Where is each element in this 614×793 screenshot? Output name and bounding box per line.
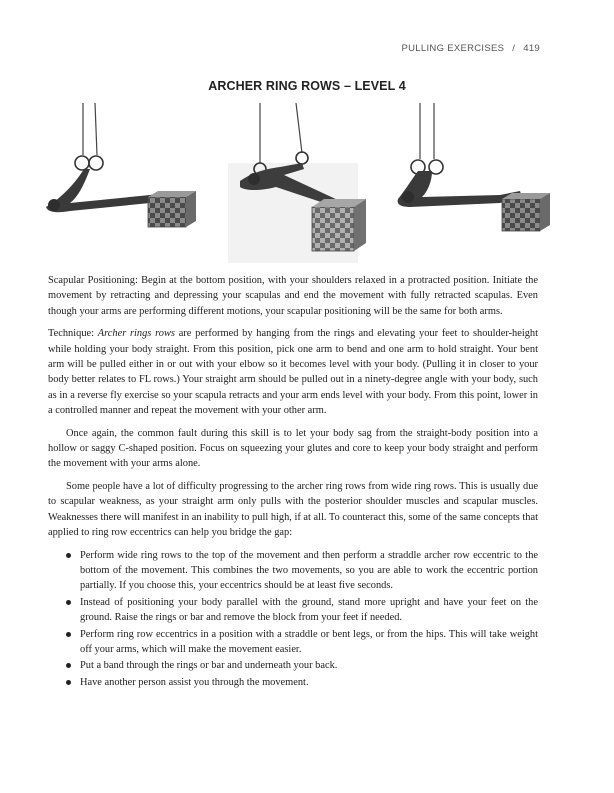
running-head <box>402 43 541 54</box>
list-item <box>63 675 538 690</box>
page-number: 419 <box>523 43 540 54</box>
bullet-icon <box>66 600 71 605</box>
list-item <box>63 627 538 658</box>
list-item-text: Perform ring row eccentrics in a position with a straddle or bent legs, or from the hips. This will take weight off your arms, which will make the movement easier. <box>80 628 538 655</box>
scapular-positioning-paragraph: Scapular Positioning: Begin at the bottom position, with your shoulders relaxed in a protracted position. Initiate the movement by retracting and depressing your scapulas and end the movement with fully retracted scapulas. Even though your arms are performing different motions, your scapular positioning will be the same for both arms. <box>48 275 538 317</box>
technique-label: Technique: <box>48 328 98 340</box>
exercise-figure <box>40 103 560 263</box>
ring-row-start-position-photo <box>46 103 196 227</box>
archer-ring-row-mid-position-photo <box>228 103 366 263</box>
body-text <box>48 273 538 691</box>
list-item <box>63 595 538 626</box>
list-item-text: Have another person assist you through the movement. <box>80 676 309 688</box>
difficulty-paragraph: Some people have a lot of difficulty progressing to the archer ring rows from wide ring rows. This is usually due to scapular weakness, as your straight arm only pulls with the posterior shoulder muscles and scapular muscles. Weaknesses there will manifest in an inability to pull high, if at all. To counteract this, some of the same concepts that applied to ring row eccentrics can help you bridge the gap: <box>48 480 538 539</box>
running-head-section: PULLING EXERCISES <box>401 43 505 54</box>
bullet-icon <box>66 553 71 558</box>
list-item-text: Put a band through the rings or bar and underneath your back. <box>80 660 338 672</box>
bullet-icon <box>66 680 71 685</box>
running-head-separator: / <box>512 43 516 54</box>
list-item-text: Perform wide ring rows to the top of the movement and then perform a straddle archer row eccentric to the bottom of the movement. This combines the two movements, so you are able to work the eccentric portion partially. If you choose this, your eccentrics should be at least five seconds. <box>80 549 538 592</box>
technique-text: are performed by hanging from the rings and elevating your feet to shoulder-height while holding your body straight. From this position, pick one arm to bend and one arm to hold straight. Your bent arm will be pulled either in or out with your elbow so it becomes level with your body. (Pulling it in closer to your body better relates to FL rows.) Your straight arm should be pulled out in a ninety-degree angle with your body, such as in a reverse fly exercise so your scapula retracts and your arm ends level with your body. From this point, lower in a controlled manner and repeat the movement with your other arm. <box>48 328 538 417</box>
ring-row-top-position-photo <box>398 103 550 231</box>
list-item <box>63 548 538 594</box>
exercise-title: ARCHER RING ROWS – LEVEL 4 <box>208 79 406 93</box>
progression-tips-list <box>48 548 538 691</box>
list-item-text: Instead of positioning your body parallel with the ground, stand more upright and have your feet on the ground. Raise the rings or bar and remove the block from your feet if needed. <box>80 596 538 624</box>
common-fault-paragraph: Once again, the common fault during this skill is to let your body sag from the straight-body position into a hollow or saggy C-shaped position. Focus on squeezing your glutes and core to keep your body straight and perform the movement with your arms alone. <box>48 427 538 470</box>
bullet-icon <box>66 663 71 668</box>
bullet-icon <box>66 632 71 637</box>
list-item <box>63 658 538 673</box>
technique-emphasis: Archer rings rows <box>97 328 175 340</box>
technique-paragraph <box>48 326 538 418</box>
